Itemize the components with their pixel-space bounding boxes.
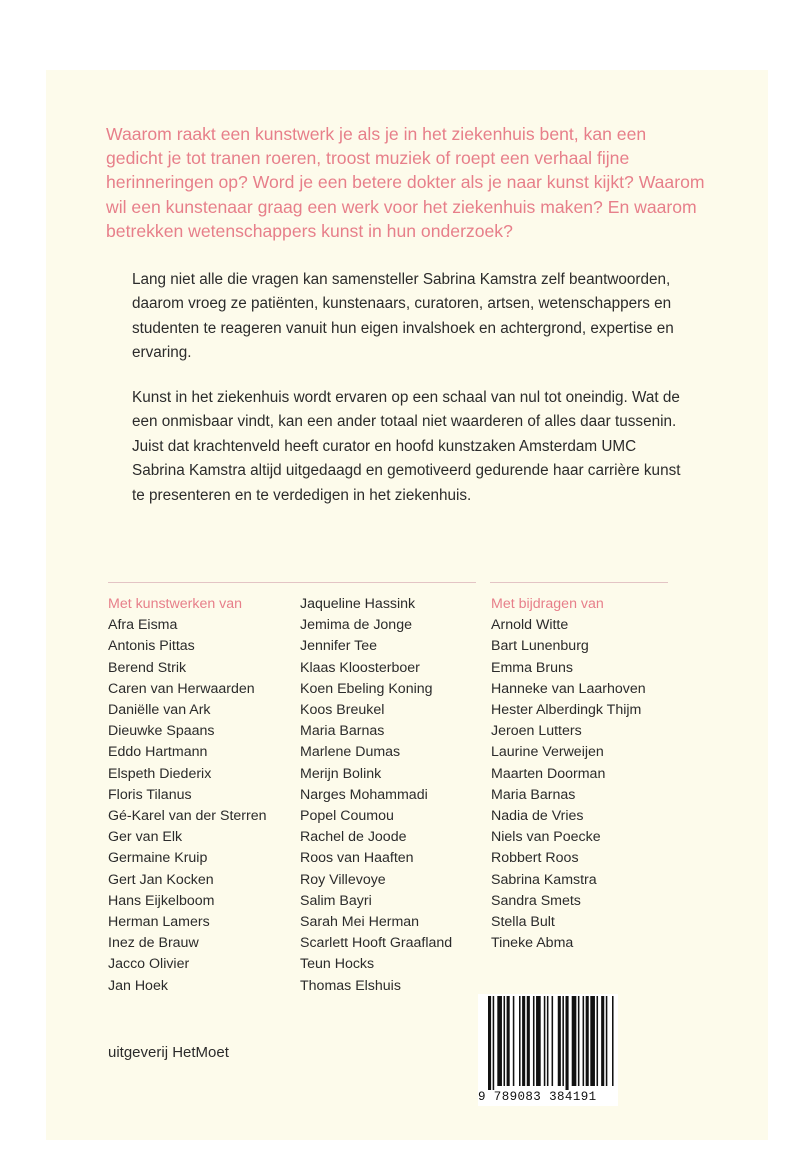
isbn-barcode bbox=[478, 994, 618, 1106]
publisher-name: uitgeverij HetMoet bbox=[108, 1044, 229, 1061]
contributions-column bbox=[491, 594, 646, 954]
artist-name: Salim Bayri bbox=[300, 892, 372, 909]
barcode-bar bbox=[552, 996, 554, 1086]
barcode-bar bbox=[566, 996, 569, 1090]
contributor-name: Jeroen Lutters bbox=[491, 723, 582, 740]
contributor-name: Sandra Smets bbox=[491, 892, 581, 909]
artist-name: Narges Mohammadi bbox=[300, 786, 428, 803]
barcode-bar bbox=[558, 996, 561, 1086]
divider-contributions bbox=[490, 582, 668, 583]
artist-name: Herman Lamers bbox=[108, 914, 210, 931]
barcode-bar bbox=[522, 996, 525, 1086]
barcode-bar bbox=[507, 996, 510, 1086]
artist-name: Ger van Elk bbox=[108, 829, 183, 846]
barcode-bar bbox=[544, 996, 546, 1086]
artist-name: Sarah Mei Herman bbox=[300, 914, 420, 931]
artist-name: Teun Hocks bbox=[300, 956, 375, 973]
contributor-name: Sabrina Kamstra bbox=[491, 871, 597, 888]
barcode-bar bbox=[547, 996, 549, 1086]
artist-name: Rachel de Joode bbox=[300, 829, 407, 846]
contributor-name: Maria Barnas bbox=[491, 786, 576, 803]
barcode-bar bbox=[488, 996, 491, 1090]
artist-name: Caren van Herwaarden bbox=[108, 680, 255, 697]
contributor-name: Laurine Verweijen bbox=[491, 744, 604, 761]
artist-name: Gert Jan Kocken bbox=[108, 871, 214, 888]
barcode-bar bbox=[493, 996, 495, 1090]
barcode-bar bbox=[572, 996, 577, 1086]
artist-name: Scarlett Hooft Graafland bbox=[300, 935, 453, 952]
contributor-name: Tineke Abma bbox=[491, 935, 574, 952]
artist-name: Klaas Kloosterboer bbox=[300, 659, 420, 676]
artist-name: Eddo Hartmann bbox=[108, 744, 208, 761]
contributor-name: Niels van Poecke bbox=[491, 829, 601, 846]
isbn-number: 9 789083 384191 bbox=[478, 1090, 597, 1104]
contributor-name: Robbert Roos bbox=[491, 850, 579, 867]
barcode-bar bbox=[519, 996, 521, 1086]
artist-name: Thomas Elshuis bbox=[300, 977, 401, 994]
artworks-column-1 bbox=[108, 594, 267, 997]
barcode-bar bbox=[612, 996, 614, 1086]
artist-name: Afra Eisma bbox=[108, 617, 178, 634]
contributor-name: Hester Alberdingk Thijm bbox=[491, 702, 642, 719]
barcode-bar bbox=[590, 996, 595, 1086]
artist-name: Jemima de Jonge bbox=[300, 617, 412, 634]
artist-name: Jan Hoek bbox=[108, 977, 168, 994]
barcode-bar bbox=[562, 996, 564, 1086]
barcode-bar bbox=[527, 996, 530, 1086]
barcode-bar bbox=[578, 996, 580, 1086]
contributor-name: Hanneke van Laarhoven bbox=[491, 680, 646, 697]
body-paragraph-1: Lang niet alle die vragen kan samensteller Sabrina Kamstra zelf beantwoorden, daarom vroeg ze patiënten, kunstenaars, curatoren, artsen, wetenschappers en studenten te reageren vanuit hun eigen invalshoek en achtergrond, expertise en ervaring. bbox=[132, 271, 674, 362]
artist-name: Elspeth Diederix bbox=[108, 765, 212, 782]
artist-name: Floris Tilanus bbox=[108, 786, 192, 803]
artist-name: Koos Breukel bbox=[300, 702, 385, 719]
contributor-name: Emma Bruns bbox=[491, 659, 573, 676]
contributions-heading: Met bijdragen van bbox=[491, 596, 604, 612]
artist-name: Germaine Kruip bbox=[108, 850, 208, 867]
artist-name: Hans Eijkelboom bbox=[108, 892, 215, 909]
barcode-bar bbox=[513, 996, 515, 1086]
artworks-column-2 bbox=[300, 594, 452, 997]
barcode-bars bbox=[478, 994, 618, 1090]
artist-name: Koen Ebeling Koning bbox=[300, 680, 433, 697]
artist-name: Maria Barnas bbox=[300, 723, 385, 740]
barcode-bar bbox=[606, 996, 608, 1086]
barcode-bar bbox=[536, 996, 541, 1086]
artist-name: Jennifer Tee bbox=[300, 638, 378, 655]
artist-name: Marlene Dumas bbox=[300, 744, 401, 761]
artist-name: Merijn Bolink bbox=[300, 765, 382, 782]
artworks-heading: Met kunstwerken van bbox=[108, 596, 243, 612]
artist-name: Inez de Brauw bbox=[108, 935, 199, 952]
artist-name: Roy Villevoye bbox=[300, 871, 386, 888]
contributor-name: Maarten Doorman bbox=[491, 765, 606, 782]
divider-artworks bbox=[108, 582, 476, 583]
barcode-bar bbox=[533, 996, 535, 1086]
artist-name: Jacco Olivier bbox=[108, 956, 190, 973]
contributor-name: Arnold Witte bbox=[491, 617, 569, 634]
artist-name: Popel Coumou bbox=[300, 808, 394, 825]
intro-text: Waarom raakt een kunstwerk je als je in het ziekenhuis bent, kan een gedicht je tot tranen roeren, troost muziek of roept een verhaal fijne herinneringen op? Word je een betere dokter als je naar kunst kijkt? Waarom wil een kunstenaar graag een werk voor het ziekenhuis maken? En waarom betrekken wetenschappers kunst in hun onderzoek? bbox=[106, 124, 705, 241]
barcode-bar bbox=[504, 996, 506, 1086]
barcode-bar bbox=[601, 996, 604, 1086]
artist-name: Antonis Pittas bbox=[108, 638, 195, 655]
barcode-bar bbox=[586, 996, 589, 1086]
barcode-bar bbox=[583, 996, 585, 1086]
artist-name: Berend Strik bbox=[108, 659, 187, 676]
body-paragraph-2: Kunst in het ziekenhuis wordt ervaren op een schaal van nul tot oneindig. Wat de een onmisbaar vindt, kan een ander totaal niet waarderen of alles daar tussenin. Juist dat krachtenveld heeft curator en hoofd kunstzaken Amsterdam UMC Sabrina Kamstra altijd uitgedaagd en gemotiveerd gedurende haar carrière kunst te presenteren en te verdedigen in het ziekenhuis. bbox=[132, 389, 681, 504]
artist-name: Roos van Haaften bbox=[300, 850, 414, 867]
artist-name: Dieuwke Spaans bbox=[108, 723, 215, 740]
contributor-name: Stella Bult bbox=[491, 914, 555, 931]
contributor-name: Bart Lunenburg bbox=[491, 638, 589, 655]
barcode-bar bbox=[597, 996, 599, 1086]
artist-name: Gé-Karel van der Sterren bbox=[108, 808, 267, 825]
barcode-bar bbox=[497, 996, 502, 1086]
artist-name: Jaqueline Hassink bbox=[300, 596, 416, 612]
artist-name: Daniëlle van Ark bbox=[108, 702, 211, 719]
contributor-name: Nadia de Vries bbox=[491, 808, 584, 825]
